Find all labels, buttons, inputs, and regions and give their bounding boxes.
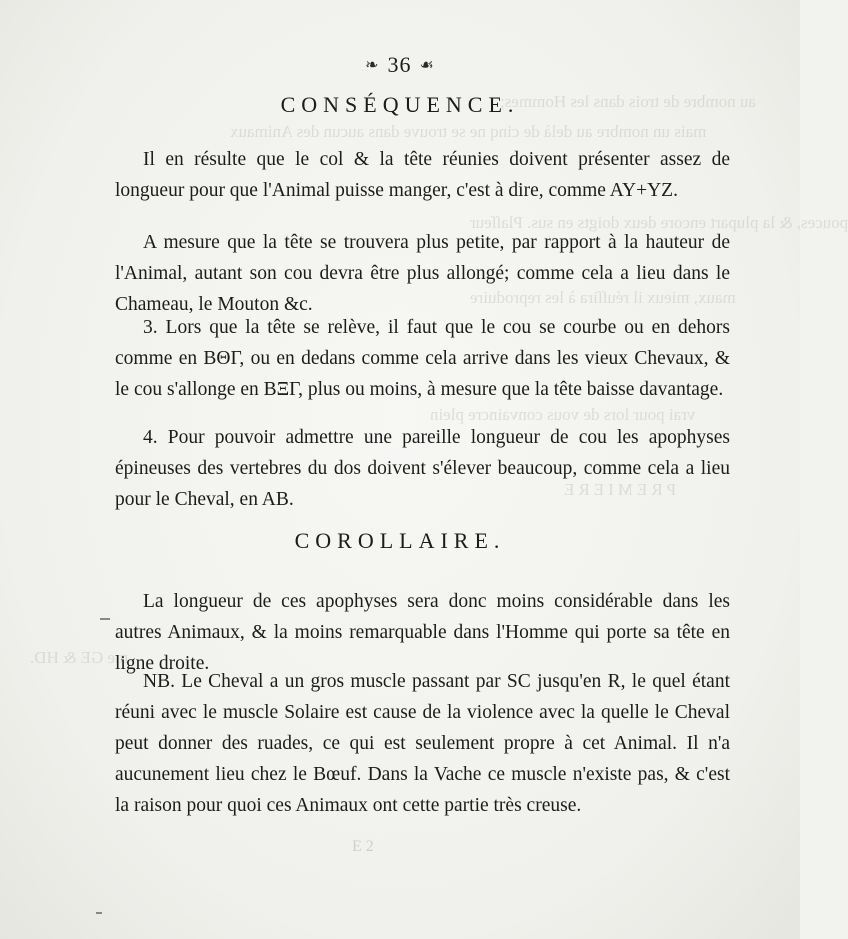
signature-mark: E 2 bbox=[352, 838, 374, 855]
fleuron-left-icon: ❧ bbox=[365, 56, 380, 74]
show-through-line: maux, mieux il réuſſira à les reproduire bbox=[470, 288, 736, 307]
paragraph: Il en résulte que le col & la tête réunies doivent présenter assez de longueur pour que l'Animal puisse manger, c'est à dire, comme AY+YZ. bbox=[115, 149, 730, 201]
show-through-line: PREMIERE bbox=[560, 480, 677, 499]
margin-mark bbox=[100, 618, 110, 620]
section-heading-consequence: CONSÉQUENCE. bbox=[280, 92, 520, 117]
section-heading-corollaire: COROLLAIRE. bbox=[294, 528, 506, 553]
paragraph: A mesure que la tête se trouvera plus petite, par rapport à la hauteur de l'Animal, autant son cou devra être plus allongé; comme cela a lieu dans le Chameau, le Mouton &c. bbox=[115, 232, 730, 315]
margin-mark bbox=[96, 912, 102, 914]
show-through-line: pouces, & la plupart encore deux doigts en sus. Plaſſeur bbox=[470, 213, 848, 232]
show-through-line: vrai pour lors de vous convaincre plein bbox=[430, 405, 696, 424]
show-through-line: au nombre de trois dans les Hommes; bbox=[500, 92, 756, 111]
page-header bbox=[0, 50, 800, 78]
paragraph: NB. Le Cheval a un gros muscle passant par SC jusqu'en R, le quel étant réuni avec le muscle Solaire est cause de la violence avec la quelle le Cheval peut donner des ruades, ce qui est seulement propre à cet Animal. Il n'a aucunement lieu chez le Bœuf. Dans la Vache ce muscle n'existe pas, & c'est la raison pour quoi ces Animaux ont cette partie très creuse. bbox=[115, 671, 730, 816]
paragraph: 3. Lors que la tête se relève, il faut que le cou se courbe ou en dehors comme en BΘΓ, ou en dedans comme cela arrive dans les vieux Chevaux, & le cou s'allonge en BΞΓ, plus ou moins, à mesure que la tête baisse davantage. bbox=[115, 317, 730, 400]
show-through-line: me GE & HD. bbox=[30, 648, 129, 667]
paragraph: 4. Pour pouvoir admettre une pareille longueur de cou les apophyses épineuses des vertebres du dos doivent s'élever beaucoup, comme cela a lieu pour le Cheval, en AB. bbox=[115, 427, 730, 510]
page-number: 36 bbox=[387, 51, 412, 77]
show-through-line: mais un nombre au delà de cinq ne se trouve dans aucun des Animaux bbox=[230, 122, 707, 141]
fleuron-right-icon: ☙ bbox=[419, 56, 435, 74]
paragraph: La longueur de ces apophyses sera donc moins considérable dans les autres Animaux, & la moins remarquable dans l'Homme qui porte sa tête en ligne droite. bbox=[115, 591, 730, 674]
